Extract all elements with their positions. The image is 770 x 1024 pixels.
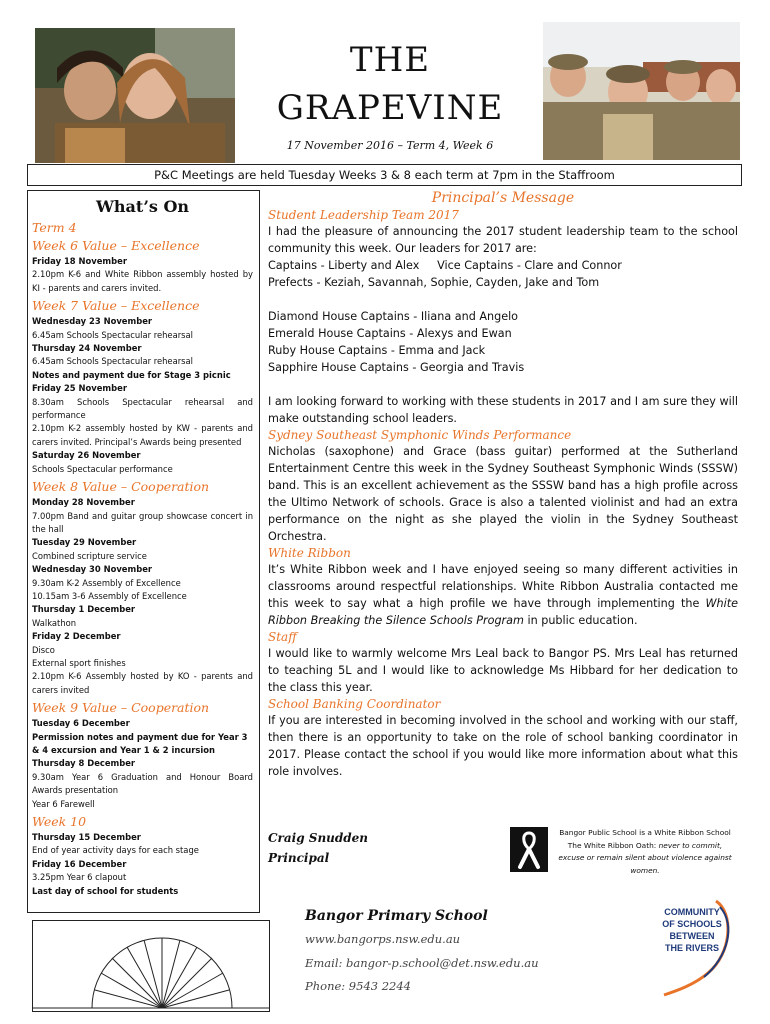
event-item: External sport finishes xyxy=(32,657,126,668)
event-item: 2.10pm K-6 and White Ribbon assembly hosted by KI - parents and carers invited. xyxy=(32,269,253,293)
week8-heading: Week 8 Value – Cooperation xyxy=(32,479,210,495)
whats-on-panel xyxy=(27,190,260,913)
oath-label: The White Ribbon Oath: xyxy=(567,840,659,850)
svg-text:THE RIVERS: THE RIVERS xyxy=(664,943,720,953)
white-ribbon-text xyxy=(268,561,738,629)
students-photo-left xyxy=(35,28,235,163)
week7-heading: Week 7 Value – Excellence xyxy=(32,298,200,314)
school-phone: Phone: 9543 2244 xyxy=(305,979,411,993)
event-item: Schools Spectacular performance xyxy=(32,463,173,474)
staff-text: I would like to warmly welcome Mrs Leal back to Bangor PS. Mrs Leal has returned to teaching 5L and I would like to acknowledge Ms Hibbard for her dedication to the class this year. xyxy=(268,647,738,694)
week9-heading: Week 9 Value – Cooperation xyxy=(32,700,210,716)
house-captains-line: Diamond House Captains - Iliana and Angelo xyxy=(268,310,519,323)
event-item: 10.15am 3-6 Assembly of Excellence xyxy=(32,590,187,601)
event-item: 3.25pm Year 6 clapout xyxy=(32,872,127,883)
event-day: Friday 18 November xyxy=(32,256,127,266)
svg-text:COMMUNITY: COMMUNITY xyxy=(664,907,720,917)
event-day: Thursday 24 November xyxy=(32,343,142,354)
event-item: 2.10pm K-2 assembly hosted by KW - parents and carers invited. Principal’s Awards being presented xyxy=(32,423,253,447)
symphonic-heading: Sydney Southeast Symphonic Winds Performance xyxy=(268,428,572,442)
white-ribbon-school-line: Bangor Public School is a White Ribbon School xyxy=(559,828,731,837)
event-day: Friday 25 November xyxy=(32,383,127,394)
week10-heading: Week 10 xyxy=(32,814,87,830)
signature xyxy=(268,828,368,868)
whats-on-title: What’s On xyxy=(95,197,190,216)
masthead-title-line1: THE xyxy=(349,40,431,80)
students-photo-right xyxy=(543,22,740,160)
event-item: 8.30am Schools Spectacular rehearsal and performance xyxy=(32,396,253,421)
white-ribbon-icon xyxy=(510,827,548,872)
white-ribbon-program: White Ribbon Breaking the Silence Schools Program xyxy=(268,597,738,627)
signature-role: Principal xyxy=(268,851,330,865)
event-item: Disco xyxy=(32,644,55,655)
leadership-intro: I had the pleasure of announcing the 2017 student leadership team to the school community this week. Our leaders for 2017 are: xyxy=(268,225,738,255)
event-day: Thursday 15 December xyxy=(32,832,141,843)
event-day: Friday 2 December xyxy=(32,631,121,642)
leadership-closing: I am looking forward to working with these students in 2017 and I am sure they will make outstanding school leaders. xyxy=(268,395,738,425)
event-item-bold: Notes and payment due for Stage 3 picnic xyxy=(32,369,231,380)
school-website-link[interactable]: www.bangorps.nsw.edu.au xyxy=(305,932,461,946)
school-email[interactable]: Email: bangor-p.school@det.nsw.edu.au xyxy=(305,956,539,970)
community-of-schools-logo xyxy=(646,893,738,1001)
event-item: 9.30am K-2 Assembly of Excellence xyxy=(32,577,181,588)
event-day: Wednesday 30 November xyxy=(32,564,153,575)
issue-date: 17 November 2016 – Term 4, Week 6 xyxy=(286,139,494,152)
event-item: End of year activity days for each stage xyxy=(32,845,199,856)
term-heading: Term 4 xyxy=(32,220,77,235)
event-item: 6.45am Schools Spectacular rehearsal xyxy=(32,356,193,367)
event-day: Thursday 1 December xyxy=(32,604,136,615)
staff-heading: Staff xyxy=(268,630,297,644)
svg-text:BETWEEN: BETWEEN xyxy=(669,931,715,941)
svg-text:OF SCHOOLS: OF SCHOOLS xyxy=(662,919,722,929)
event-item-bold: Permission notes and payment due for Year 3 & 4 excursion and Year 1 & 2 incursion xyxy=(32,731,248,755)
event-item: 9.30am Year 6 Graduation and Honour Board Awards presentation xyxy=(32,771,253,796)
captains-line: Captains - Liberty and Alex Vice Captains - Clare and Connor xyxy=(268,259,622,272)
oath-text: never to commit, excuse or remain silent about violence against women. xyxy=(558,840,732,875)
white-ribbon-text-a: It’s White Ribbon week and I have enjoyed seeing so many different activities in classrooms around respectful relationships. White Ribbon Australia contacted me this week to say what a high profile we have through implementing the xyxy=(268,563,738,610)
event-day: Saturday 26 November xyxy=(32,450,141,461)
event-item-bold: Last day of school for students xyxy=(32,885,179,896)
week6-heading: Week 6 Value – Excellence xyxy=(32,238,200,253)
event-day: Tuesday 6 December xyxy=(32,718,130,729)
white-ribbon-oath xyxy=(555,840,735,878)
white-ribbon-note xyxy=(555,827,735,877)
sunburst-decoration xyxy=(32,920,270,1012)
event-item: 6.45am Schools Spectacular rehearsal xyxy=(32,329,193,340)
event-item: Year 6 Farewell xyxy=(32,798,95,809)
event-item: Combined scripture service xyxy=(32,550,147,561)
event-item: Walkathon xyxy=(32,617,77,628)
house-captains-line: Sapphire House Captains - Georgia and Travis xyxy=(268,361,525,374)
event-day: Wednesday 23 November xyxy=(32,316,153,327)
principal-message xyxy=(268,190,738,780)
banking-text: If you are interested in becoming involved in the school and working with our staff, then there is an opportunity to take on the role of school banking coordinator in 2017. Please contact the school if you would like more information about what this role involves. xyxy=(268,714,738,778)
event-day: Thursday 8 December xyxy=(32,758,136,769)
meeting-banner: P&C Meetings are held Tuesday Weeks 3 & 8 each term at 7pm in the Staffroom xyxy=(27,164,742,186)
signature-name: Craig Snudden xyxy=(268,831,369,845)
event-item: 2.10pm K-6 Assembly hosted by KO - parents and carers invited xyxy=(32,671,253,695)
leadership-heading: Student Leadership Team 2017 xyxy=(268,208,459,222)
event-item: 7.00pm Band and guitar group showcase concert in the hall xyxy=(32,510,253,534)
masthead-title-line2: GRAPEVINE xyxy=(276,88,504,128)
event-day: Monday 28 November xyxy=(32,497,135,508)
event-day: Tuesday 29 November xyxy=(32,537,137,548)
house-captains-line: Emerald House Captains - Alexys and Ewan xyxy=(268,327,512,340)
symphonic-text: Nicholas (saxophone) and Grace (bass guitar) performed at the Sutherland Entertainment Centre this week in the Sydney Southeast Symphonic Winds (SSSW) band. This is an excellent achievement as the SSSW band has a high profile across the Ultimo Network of schools. Grace is also a talented violinist and had an extra performance on the night as she played the violin in the Sydney Southeast Orchestra. xyxy=(268,445,738,543)
event-day: Friday 16 December xyxy=(32,858,127,869)
white-ribbon-heading: White Ribbon xyxy=(268,546,351,560)
prefects-line: Prefects - Keziah, Savannah, Sophie, Cayden, Jake and Tom xyxy=(268,276,600,289)
house-captains-line: Ruby House Captains - Emma and Jack xyxy=(268,344,486,357)
principal-message-title: Principal’s Message xyxy=(431,190,575,206)
white-ribbon-text-b: in public education. xyxy=(523,614,638,627)
school-name: Bangor Primary School xyxy=(305,908,488,924)
banking-heading: School Banking Coordinator xyxy=(268,697,441,711)
